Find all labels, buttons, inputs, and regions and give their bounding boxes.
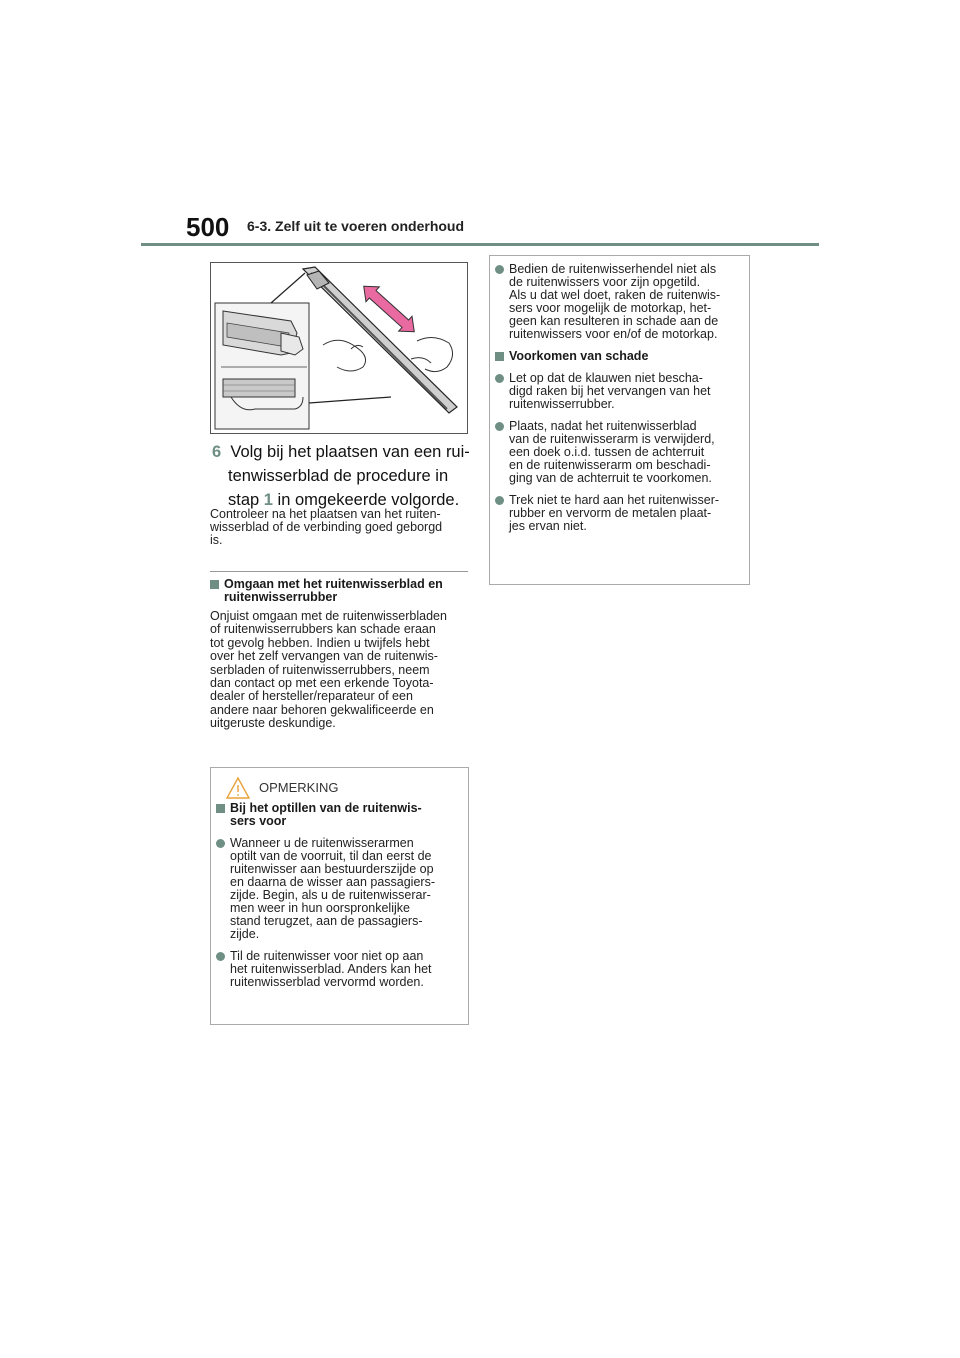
damage-prevention-heading	[495, 350, 743, 363]
notice-continued-content	[495, 263, 743, 542]
bullet-line: ruitenwissers voor en/of de motorkap.	[509, 327, 718, 341]
notice-bullet	[216, 950, 462, 989]
bullet-line: Als u dat wel doet, raken de ruitenwis-	[509, 288, 721, 302]
square-bullet-icon	[210, 580, 219, 589]
step-line-1: Volg bij het plaatsen van een rui-	[230, 443, 470, 461]
body-line: Onjuist omgaan met de ruitenwisserbladen	[210, 609, 447, 623]
body-line: andere naar behoren gekwalificeerde en	[210, 702, 434, 717]
body-line: tot gevolg hebben. Indien u twijfels hebt	[210, 635, 430, 650]
notice-bullet	[216, 837, 462, 941]
bullet-line: Trek niet te hard aan het ruitenwisser-	[509, 493, 720, 507]
divider	[210, 571, 468, 572]
bullet-line: Til de ruitenwisser voor niet op aan	[230, 949, 424, 963]
notice-bullet	[495, 420, 743, 485]
square-bullet-icon	[495, 352, 504, 361]
bullet-line: optilt van de voorruit, til dan eerst de	[230, 849, 432, 863]
bullet-line: ruitenwisserblad vervormd worden.	[230, 975, 424, 989]
round-bullet-icon	[495, 496, 504, 505]
notice-header	[211, 774, 468, 800]
notice-box	[210, 767, 469, 1025]
step-line-3-pre: stap	[228, 491, 264, 509]
step-line-2: tenwisserblad de procedure in	[228, 467, 449, 485]
warning-triangle-icon	[225, 776, 251, 800]
round-bullet-icon	[216, 839, 225, 848]
bullet-line: jes ervan niet.	[509, 519, 587, 533]
handling-section	[210, 578, 472, 731]
notice-bullet	[495, 263, 743, 341]
body-line: dan contact op met een erkende Toyota-	[210, 676, 434, 691]
step-6	[212, 440, 470, 512]
notice-bullet	[495, 372, 743, 411]
bullet-line: ging van de achterruit te voorkomen.	[509, 471, 712, 485]
bullet-line: rubber en vervorm de metalen plaat-	[509, 506, 712, 520]
bullet-line: Let op dat de klauwen niet bescha-	[509, 371, 703, 385]
note-line: wisserblad of de verbinding goed geborgd	[210, 520, 443, 534]
bullet-line: geen kan resulteren in schade aan de	[509, 314, 719, 328]
handling-heading	[210, 578, 472, 604]
bullet-line: sers voor mogelijk de motorkap, het-	[509, 301, 712, 315]
handling-body	[210, 610, 472, 731]
bullet-line: ruitenwisser aan bestuurderszijde op	[230, 862, 434, 876]
body-line: of ruitenwisserrubbers kan schade eraan	[210, 622, 436, 637]
heading-line: Voorkomen van schade	[509, 349, 649, 363]
round-bullet-icon	[216, 952, 225, 961]
bullet-line: Bedien de ruitenwisserhendel niet als	[509, 262, 717, 276]
bullet-line: Wanneer u de ruitenwisserarmen	[230, 836, 414, 850]
round-bullet-icon	[495, 374, 504, 383]
bullet-line: Plaats, nadat het ruitenwisserblad	[509, 419, 697, 433]
notice-box-continued	[489, 255, 750, 585]
body-line: dealer of hersteller/reparateur of een	[210, 689, 413, 704]
note-line: Controleer na het plaatsen van het ruiten-	[210, 507, 441, 521]
bullet-line: digd raken bij het vervangen van het	[509, 384, 711, 398]
bullet-line: het ruitenwisserblad. Anders kan het	[230, 962, 432, 976]
body-line: over het zelf vervangen van de ruitenwis-	[210, 649, 438, 664]
step-line-3-post: in omgekeerde volgorde.	[272, 491, 460, 509]
heading-line: ruitenwisserrubber	[224, 590, 338, 604]
heading-line: Omgaan met het ruitenwisserblad en	[224, 577, 443, 591]
heading-line: Bij het optillen van de ruitenwis-	[230, 801, 422, 815]
notice-bullet	[495, 494, 743, 533]
bullet-line: en daarna de wisser aan passagiers-	[230, 875, 435, 889]
step-reference-number: 1	[263, 491, 273, 509]
wiper-blade-illustration	[210, 262, 468, 434]
body-line: uitgeruste deskundige.	[210, 716, 336, 731]
bullet-line: en de ruitenwisserarm om beschadi-	[509, 458, 711, 472]
square-bullet-icon	[216, 804, 225, 813]
header-rule	[141, 243, 819, 246]
body-line: serbladen of ruitenwisserrubbers, neem	[210, 662, 430, 677]
bullet-line: zijde. Begin, als u de ruitenwisserar-	[230, 888, 431, 902]
section-title: 6-3. Zelf uit te voeren onderhoud	[247, 218, 465, 234]
bullet-line: de ruitenwissers voor zijn opgetild.	[509, 275, 701, 289]
notice-content	[216, 802, 462, 998]
notice-heading	[216, 802, 462, 828]
bullet-line: men weer in hun oorspronkelijke	[230, 901, 410, 915]
step-number: 6	[212, 443, 222, 461]
bullet-line: van de ruitenwisserarm is verwijderd,	[509, 432, 715, 446]
wiper-blade-drawing	[211, 263, 467, 433]
bullet-line: ruitenwisserrubber.	[509, 397, 615, 411]
page-number: 500	[186, 212, 230, 242]
note-line: is.	[210, 533, 223, 547]
heading-line: sers voor	[230, 814, 287, 828]
round-bullet-icon	[495, 422, 504, 431]
bullet-line: een doek o.i.d. tussen de achterruit	[509, 445, 705, 459]
bullet-line: zijde.	[230, 927, 260, 941]
notice-label: OPMERKING	[259, 780, 339, 795]
check-note	[210, 508, 472, 547]
bullet-line: stand terugzet, aan de passagiers-	[230, 914, 423, 928]
round-bullet-icon	[495, 265, 504, 274]
